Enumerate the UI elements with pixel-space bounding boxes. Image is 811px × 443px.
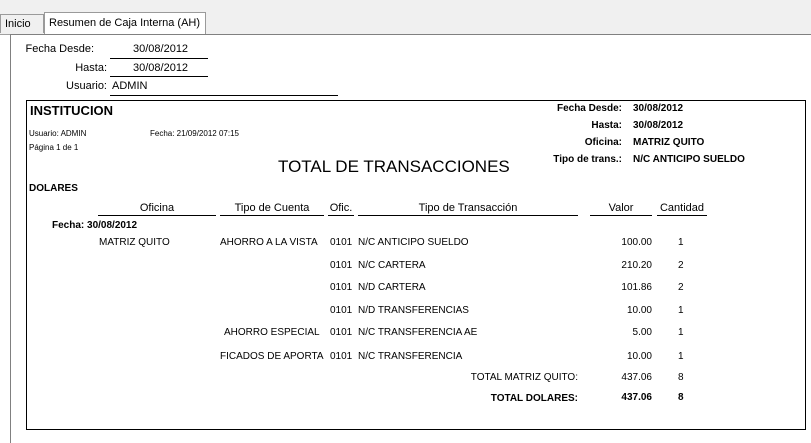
col-valor: Valor (608, 202, 634, 214)
total-label: TOTAL DOLARES: (490, 393, 578, 404)
col-tipo-transaccion: Tipo de Transacción (418, 202, 518, 214)
hdr-oficina-label: Oficina: (584, 137, 622, 148)
cell-tipo-transaccion: N/D TRANSFERENCIAS (358, 305, 469, 316)
col-tipo-transaccion-underline (358, 215, 578, 216)
col-ofic-underline (328, 215, 354, 216)
cell-tipo-transaccion: N/C CARTERA (358, 260, 426, 271)
report-title: TOTAL DE TRANSACCIONES (278, 157, 510, 176)
hdr-hasta-value: 30/08/2012 (633, 120, 684, 131)
cell-ofic: 0101 (330, 351, 353, 362)
col-oficina: Oficina (139, 202, 175, 214)
cell-valor: 101.86 (621, 282, 652, 293)
cell-valor: 5.00 (632, 327, 652, 338)
cell-tipo-transaccion: N/D CARTERA (358, 282, 426, 293)
cell-valor: 100.00 (621, 237, 652, 248)
hdr-tipo-trans-value: N/C ANTICIPO SUELDO (633, 154, 745, 165)
hasta-underline (110, 76, 208, 77)
cell-cantidad: 1 (678, 327, 684, 338)
report-fecha: Fecha: 21/09/2012 07:15 (150, 129, 239, 138)
fecha-desde-label: Fecha Desde: (25, 43, 94, 55)
cell-ofic: 0101 (330, 282, 353, 293)
usuario-value[interactable]: ADMIN (112, 80, 148, 92)
hasta-label: Hasta: (75, 62, 107, 74)
cell-valor: 10.00 (626, 305, 652, 316)
col-tipo-cuenta-underline (220, 215, 324, 216)
hdr-hasta-label: Hasta: (591, 120, 622, 131)
hdr-oficina-value: MATRIZ QUITO (633, 137, 705, 148)
tab-label: Inicio (5, 18, 31, 30)
fecha-desde-value[interactable]: 30/08/2012 (133, 43, 189, 55)
tab-resumen-caja[interactable] (44, 12, 206, 34)
date-group-header: Fecha: 30/08/2012 (52, 220, 138, 231)
col-valor-underline (590, 215, 652, 216)
cell-valor: 10.00 (626, 351, 652, 362)
col-cantidad-underline (657, 215, 707, 216)
cell-cantidad: 2 (678, 282, 684, 293)
tab-inicio[interactable] (0, 14, 44, 33)
currency-label: DOLARES (29, 183, 78, 194)
cell-oficina: MATRIZ QUITO (99, 237, 170, 248)
cell-tipo-transaccion: N/C ANTICIPO SUELDO (358, 237, 469, 248)
hdr-fecha-desde-value: 30/08/2012 (633, 103, 684, 114)
cell-cantidad: 1 (678, 351, 684, 362)
col-ofic: Ofic. (329, 202, 353, 214)
usuario-underline (110, 95, 338, 96)
cell-tipo-cuenta: FICADOS DE APORTA (220, 351, 324, 362)
col-oficina-underline (98, 215, 216, 216)
tab-bar (0, 0, 811, 35)
report-pagina: Página 1 de 1 (29, 143, 79, 152)
cell-tipo-transaccion: N/C TRANSFERENCIA AE (358, 327, 478, 338)
subtotal-valor: 437.06 (621, 372, 652, 383)
cell-tipo-cuenta: AHORRO ESPECIAL (224, 327, 320, 338)
subtotal-cantidad: 8 (678, 372, 684, 383)
col-cantidad: Cantidad (659, 202, 705, 214)
fecha-desde-underline (110, 58, 208, 59)
tab-label: Resumen de Caja Interna (AH) (49, 17, 201, 29)
total-valor: 437.06 (621, 392, 652, 403)
hasta-value[interactable]: 30/08/2012 (133, 62, 189, 74)
total-cantidad: 8 (678, 392, 684, 403)
cell-tipo-transaccion: N/C TRANSFERENCIA (358, 351, 463, 362)
subtotal-label: TOTAL MATRIZ QUITO: (470, 372, 578, 383)
usuario-label: Usuario: (66, 80, 107, 92)
institucion-label: INSTITUCION (30, 103, 114, 118)
cell-ofic: 0101 (330, 237, 353, 248)
report-usuario: Usuario: ADMIN (29, 129, 87, 138)
hdr-fecha-desde-label: Fecha Desde: (556, 103, 622, 114)
cell-cantidad: 2 (678, 260, 684, 271)
cell-tipo-cuenta: AHORRO A LA VISTA (220, 237, 318, 248)
cell-valor: 210.20 (621, 260, 652, 271)
cell-ofic: 0101 (330, 305, 353, 316)
cell-cantidad: 1 (678, 305, 684, 316)
col-tipo-cuenta: Tipo de Cuenta (234, 202, 310, 214)
cell-cantidad: 1 (678, 237, 684, 248)
cell-ofic: 0101 (330, 260, 353, 271)
hdr-tipo-trans-label: Tipo de trans.: (553, 154, 622, 165)
cell-ofic: 0101 (330, 327, 353, 338)
